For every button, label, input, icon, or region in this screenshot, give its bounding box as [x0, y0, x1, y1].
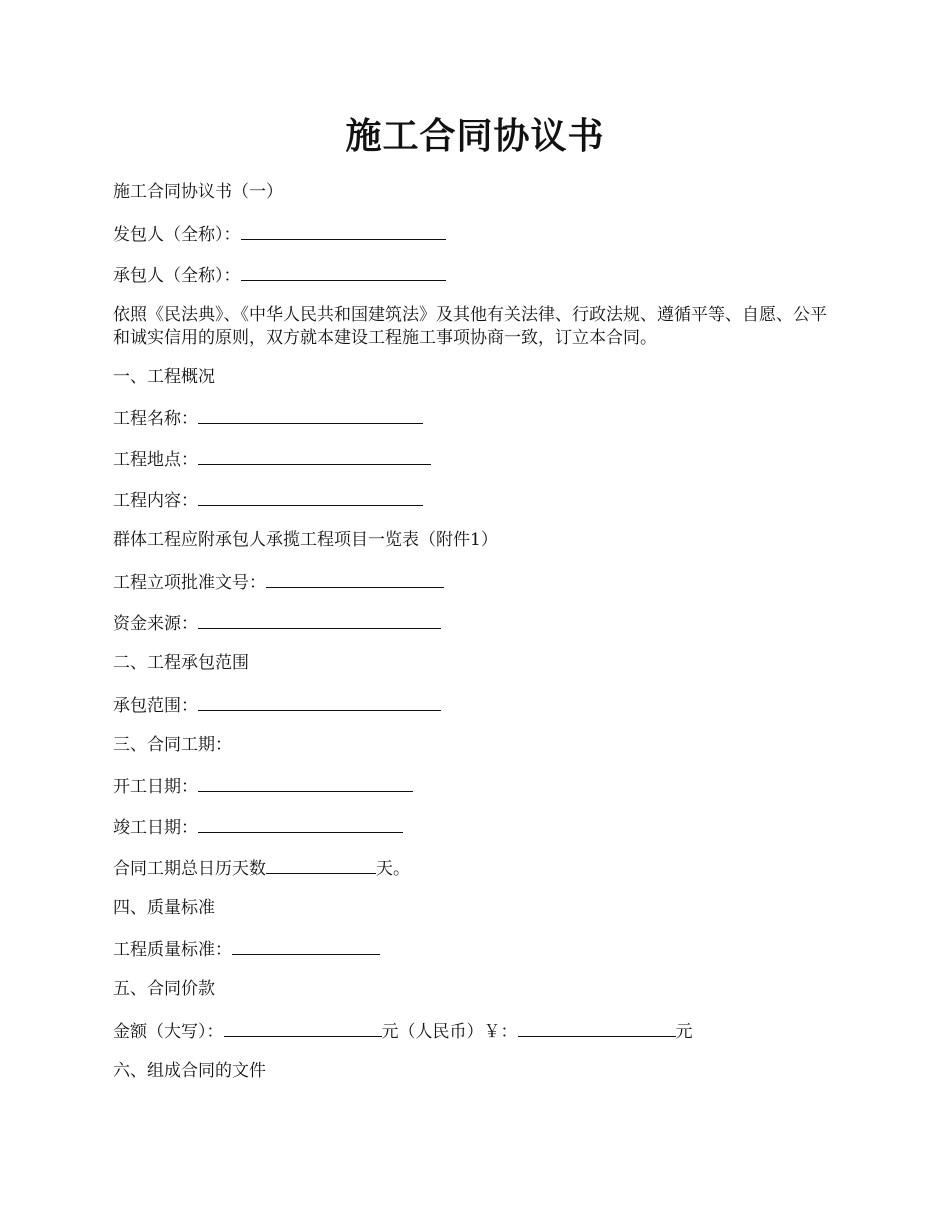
project-name-blank[interactable]: [198, 406, 423, 424]
scope-line: [113, 693, 441, 717]
section-6-heading: 六、组成合同的文件: [113, 1061, 266, 1081]
amount-figures-blank[interactable]: [518, 1019, 676, 1037]
project-location-label: 工程地点：: [113, 450, 198, 470]
amount-line: [113, 1019, 693, 1043]
project-content-label: 工程内容：: [113, 491, 198, 511]
document-title: 施工合同协议书: [345, 115, 605, 157]
quality-blank[interactable]: [232, 937, 380, 955]
contractor-label: 承包人（全称）：: [113, 266, 241, 286]
start-date-blank[interactable]: [198, 774, 413, 792]
quality-label: 工程质量标准：: [113, 940, 232, 960]
start-date-label: 开工日期：: [113, 777, 198, 797]
funding-source-label: 资金来源：: [113, 614, 198, 634]
funding-source-line: [113, 611, 441, 635]
project-name-line: [113, 406, 423, 430]
project-name-label: 工程名称：: [113, 409, 198, 429]
total-days-line: [113, 856, 410, 880]
intro-paragraph: 依照《民法典》、《中华人民共和国建筑法》及其他有关法律、行政法规、遵循平等、自愿、公平和诚实信用的原则，双方就本建设工程施工事项协商一致，订立本合同。: [113, 305, 827, 348]
completion-date-line: [113, 815, 403, 839]
approval-no-line: [113, 570, 444, 594]
amount-mid-text: 元（人民币）￥：: [381, 1022, 518, 1042]
section-4-heading: 四、质量标准: [113, 898, 215, 918]
approval-no-label: 工程立项批准文号：: [113, 573, 266, 593]
project-location-line: [113, 447, 431, 471]
contractor-line: [113, 263, 446, 287]
document-subtitle: 施工合同协议书（一）: [113, 182, 283, 202]
approval-no-blank[interactable]: [266, 570, 444, 588]
amount-suffix: 元: [675, 1022, 693, 1042]
amount-words-label: 金额（大写）：: [113, 1022, 224, 1042]
funding-source-blank[interactable]: [198, 611, 441, 629]
quality-line: [113, 937, 380, 961]
section-3-heading: 三、合同工期：: [113, 735, 232, 755]
scope-blank[interactable]: [198, 693, 441, 711]
completion-date-label: 竣工日期：: [113, 818, 198, 838]
group-project-note: 群体工程应附承包人承揽工程项目一览表（附件1）: [113, 530, 498, 550]
total-days-blank[interactable]: [266, 856, 376, 874]
total-days-label: 合同工期总日历天数: [113, 859, 266, 879]
start-date-line: [113, 774, 413, 798]
project-content-blank[interactable]: [198, 488, 423, 506]
contractor-blank[interactable]: [241, 263, 446, 281]
amount-words-blank[interactable]: [224, 1019, 382, 1037]
completion-date-blank[interactable]: [198, 815, 403, 833]
total-days-suffix: 天。: [376, 859, 410, 879]
scope-label: 承包范围：: [113, 696, 198, 716]
section-5-heading: 五、合同价款: [113, 979, 215, 999]
section-1-heading: 一、工程概况: [113, 367, 215, 387]
project-content-line: [113, 488, 423, 512]
section-2-heading: 二、工程承包范围: [113, 653, 249, 673]
project-location-blank[interactable]: [198, 447, 431, 465]
employer-blank[interactable]: [241, 222, 446, 240]
employer-line: [113, 222, 446, 246]
employer-label: 发包人（全称）：: [113, 225, 241, 245]
